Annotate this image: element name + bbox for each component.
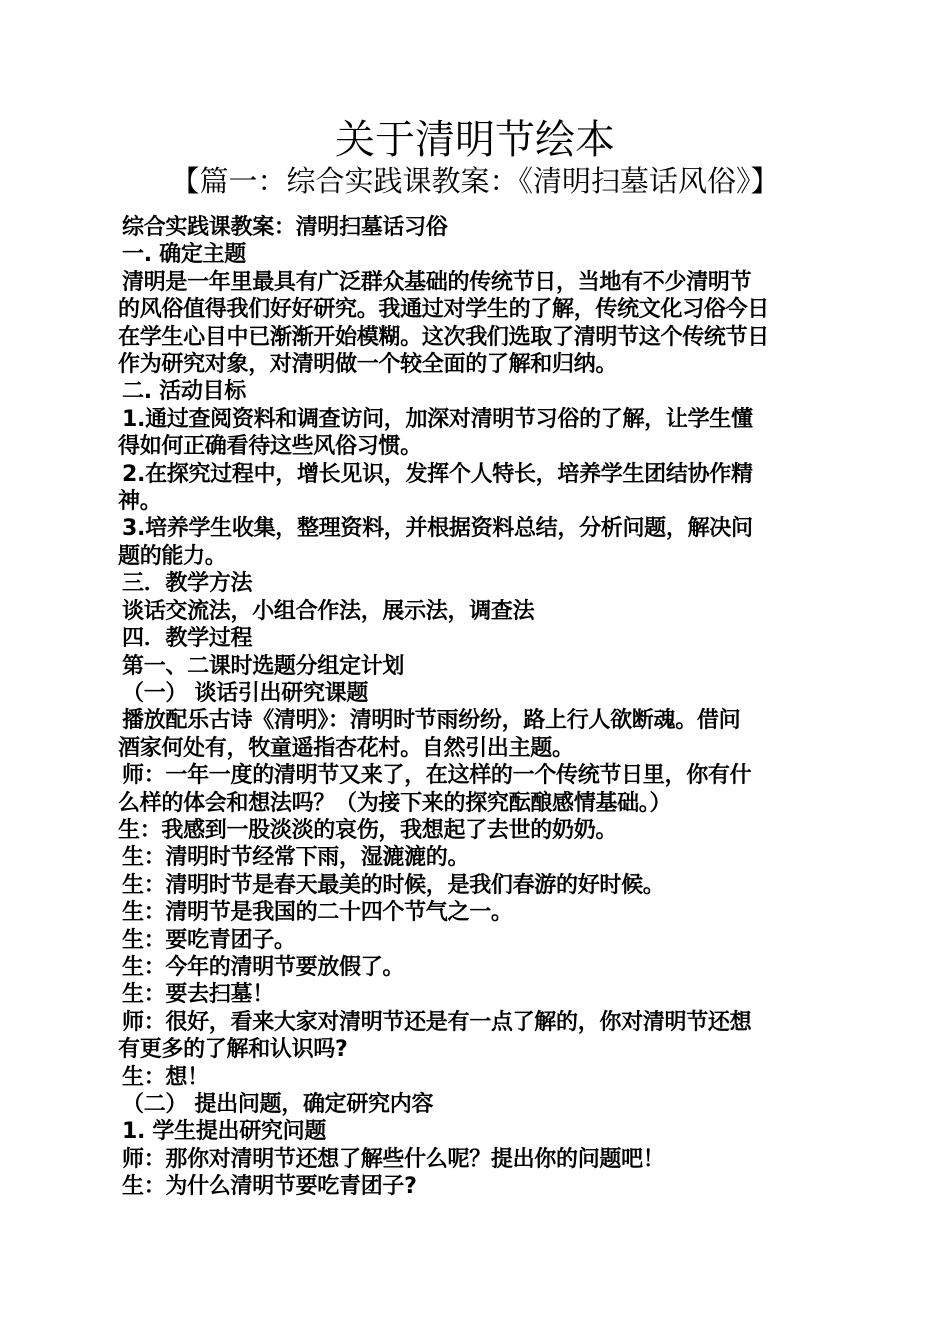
paragraph-line: 3.培养学生收集，整理资料，并根据资料总结，分析问题，解决问 [122,516,753,542]
section-heading: 四．教学过程 [122,626,253,652]
subsection-heading: 1. 学生提出研究问题 [122,1119,327,1145]
subsection-heading: （一） 谈话引出研究课题 [122,680,369,706]
dialogue-line: 师：很好，看来大家对清明节还是有一点了解的，你对清明节还想 [122,1009,752,1035]
paragraph-line: 酒家何处有，牧童遥指杏花村。自然引出主题。 [118,735,574,761]
dialogue-line: 生：想！ [122,1064,209,1090]
dialogue-line: 生：今年的清明节要放假了。 [122,954,405,980]
document-body [118,214,834,1201]
dialogue-line: 生：清明时节经常下雨，湿漉漉的。 [122,845,470,871]
paragraph-line: 的风俗值得我们好好研究。我通过对学生的了解，传统文化习俗今日 [118,297,770,323]
document-subtitle: 【篇一：综合实践课教案：《清明扫墓话风俗》】 [170,164,780,198]
subsection-heading: 第一、二课时选题分组定计划 [122,653,405,679]
dialogue-line: 生：要去扫墓！ [122,982,274,1008]
dialogue-line: 生：清明时节是春天最美的时候，是我们春游的好时候。 [122,872,665,898]
paragraph-line: 在学生心目中已渐渐开始模糊。这次我们选取了清明节这个传统节日 [118,324,770,350]
dialogue-line: 生：为什么清明节要吃青团子? [122,1174,417,1200]
dialogue-line: 么样的体会和想法吗？（为接下来的探究酝酿感情基础。） [118,790,672,816]
dialogue-line: 生：我感到一股淡淡的哀伤，我想起了去世的奶奶。 [118,817,618,843]
lesson-plan-heading: 综合实践课教案：清明扫墓话习俗 [122,215,448,240]
paragraph-line: 谈话交流法，小组合作法，展示法，调查法 [122,598,535,624]
dialogue-line: 生：清明节是我国的二十四个节气之一。 [122,900,513,926]
paragraph-line: 得如何正确看待这些风俗习惯。 [118,434,422,460]
subsection-heading: （二） 提出问题，确定研究内容 [122,1092,434,1117]
paragraph-line: 播放配乐古诗《清明》：清明时节雨纷纷，路上行人欲断魂。借问 [122,708,741,734]
dialogue-line: 有更多的了解和认识吗? [118,1037,348,1063]
paragraph-line: 神。 [118,489,162,515]
paragraph-line: 2.在探究过程中，增长见识，发挥个人特长，培养学生团结协作精 [122,461,753,487]
paragraph-line: 1.通过查阅资料和调查访问，加深对清明节习俗的了解，让学生懂 [122,406,753,432]
paragraph-line: 题的能力。 [118,543,227,569]
dialogue-line: 师：一年一度的清明节又来了，在这样的一个传统节日里，你有什 [122,763,752,789]
paragraph-line: 作为研究对象，对清明做一个较全面的了解和归纳。 [118,352,618,378]
dialogue-line: 生：要吃青团子。 [122,927,296,953]
section-heading: 一. 确定主题 [122,242,246,268]
document-title: 关于清明节绘本 [335,117,615,163]
section-heading: 二. 活动目标 [122,379,246,405]
section-heading: 三．教学方法 [122,571,253,597]
paragraph-line: 清明是一年里最具有广泛群众基础的传统节日，当地有不少清明节 [122,269,752,295]
dialogue-line: 师：那你对清明节还想了解些什么呢？提出你的问题吧！ [122,1146,665,1172]
